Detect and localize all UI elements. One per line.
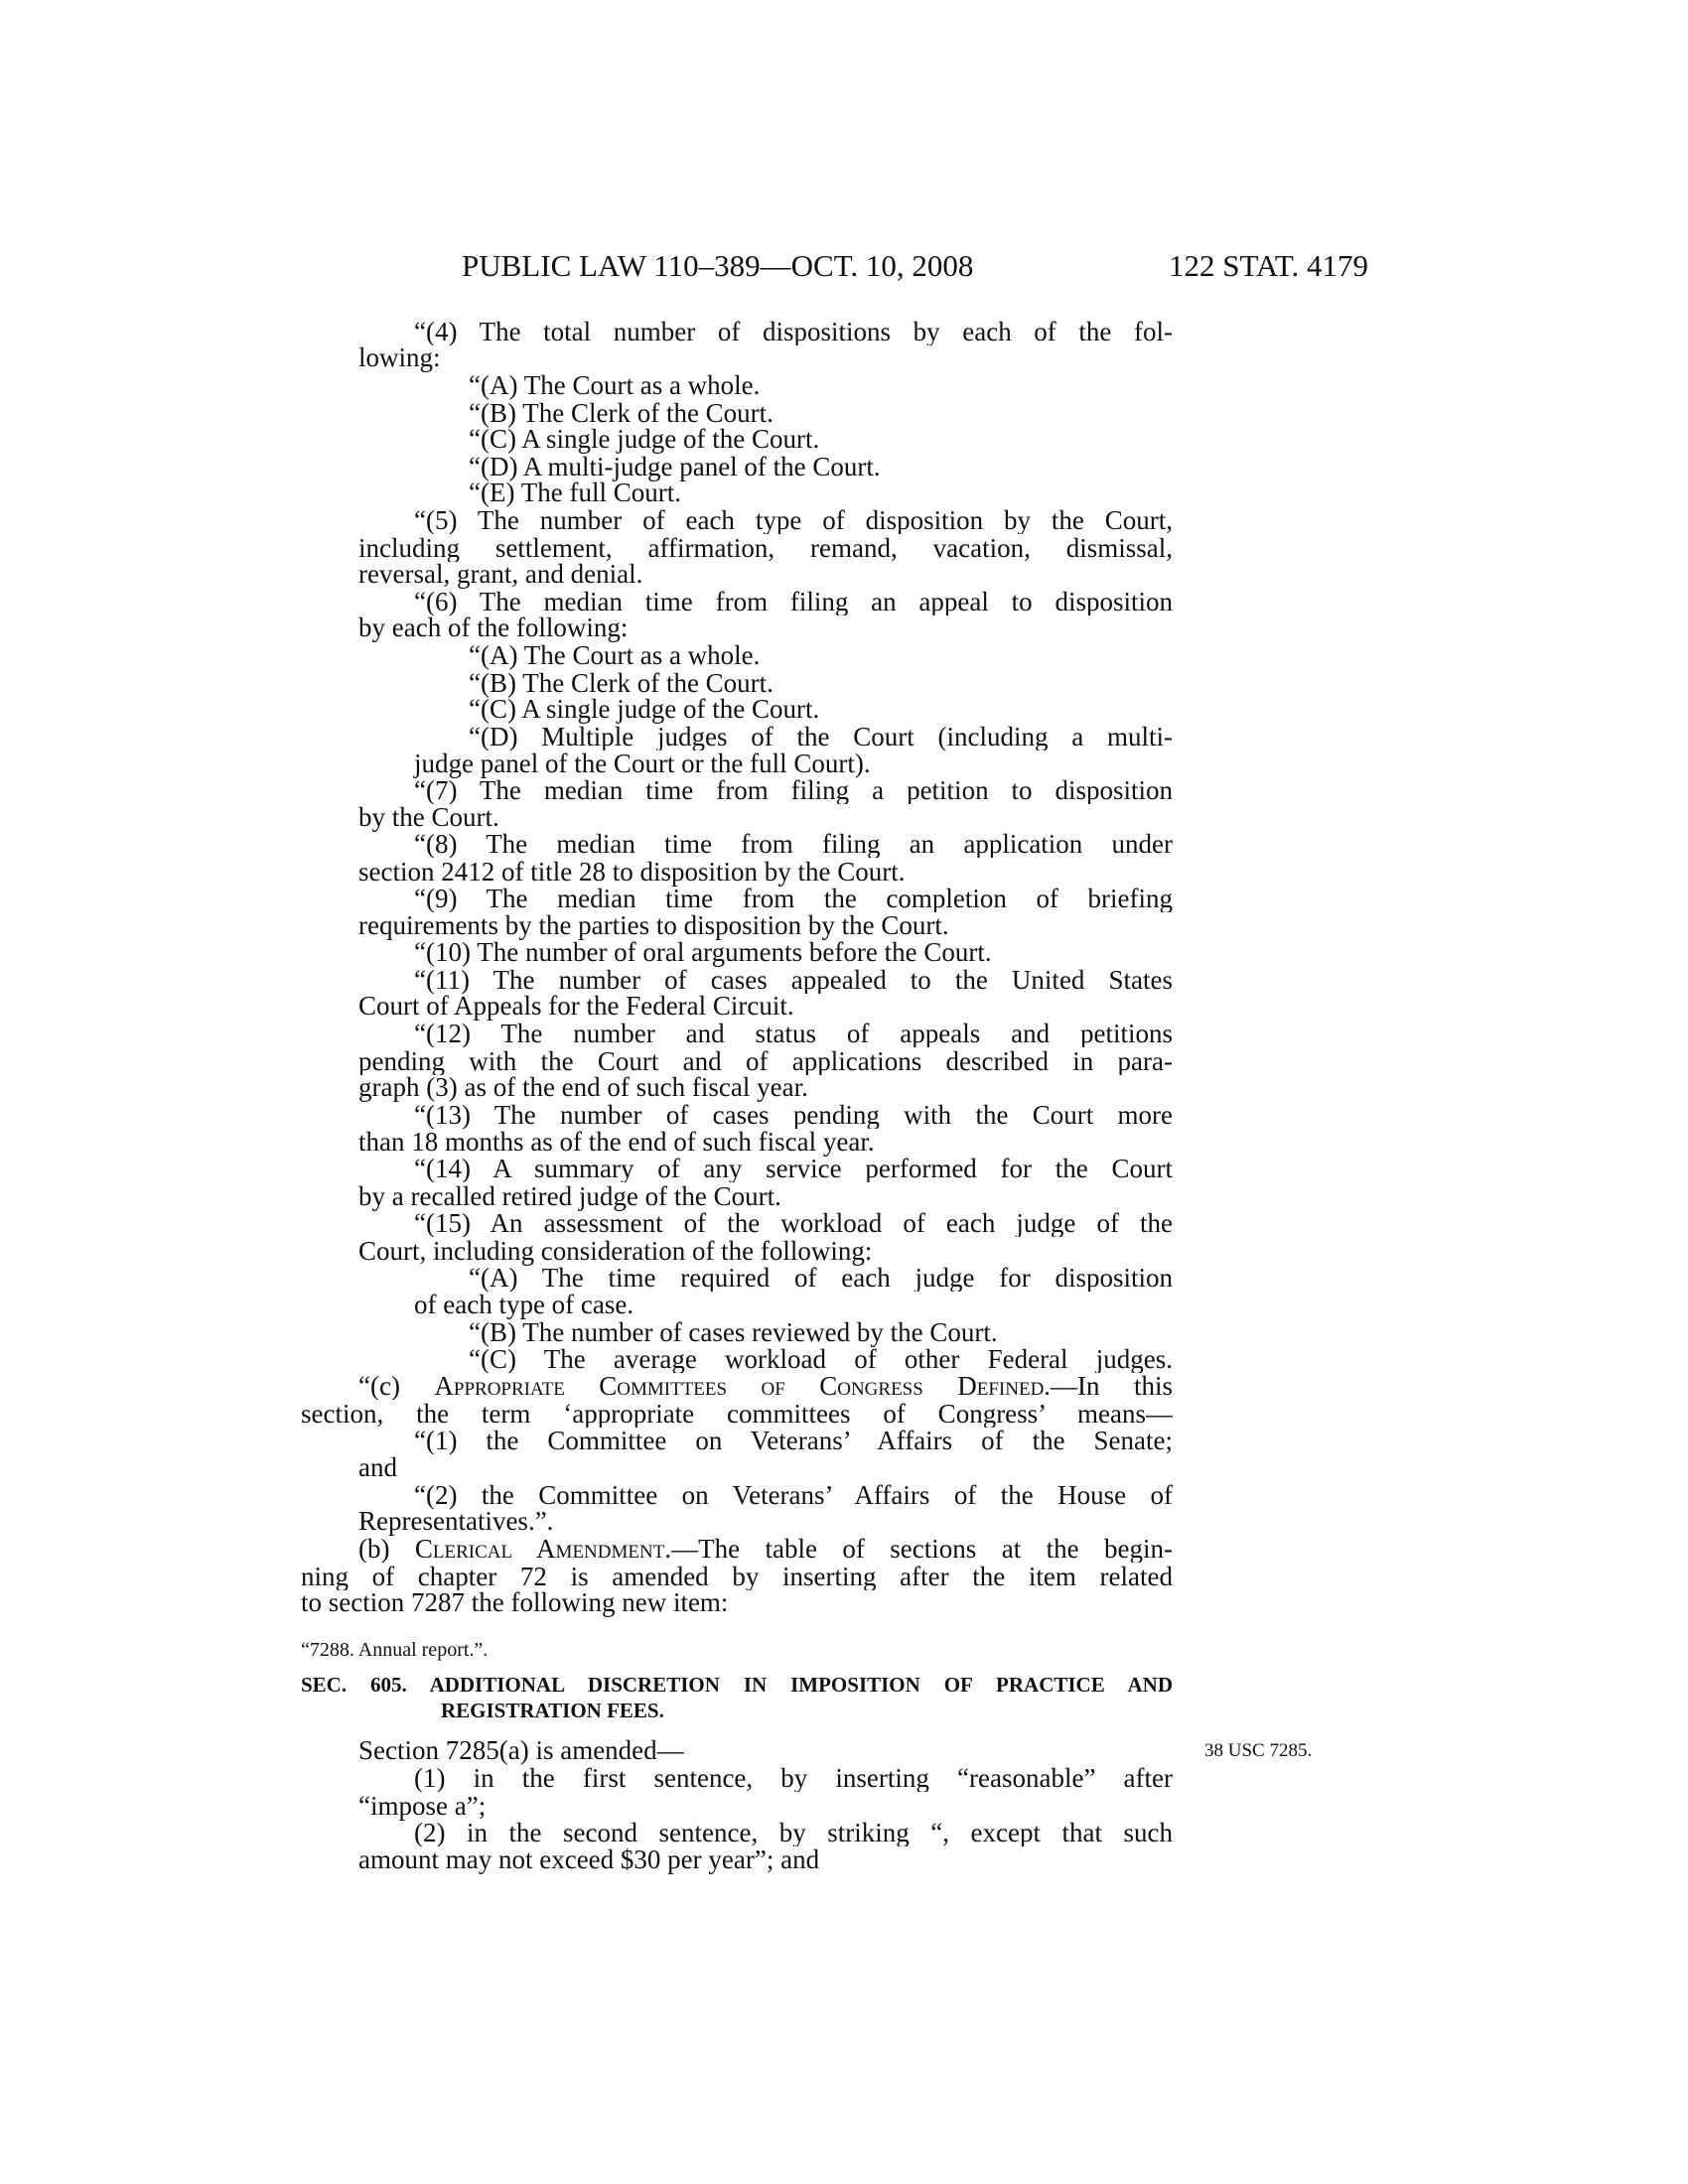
text-line: lowing: bbox=[358, 342, 441, 372]
text-line: “(C) A single judge of the Court. bbox=[469, 424, 820, 454]
text-line: judge panel of the Court or the full Court). bbox=[414, 749, 871, 778]
text-line: by the Court. bbox=[358, 802, 499, 832]
text-line: by a recalled retired judge of the Court. bbox=[358, 1181, 781, 1211]
text-line: section, the term ‘appropriate committees of Congress’ means— bbox=[301, 1400, 1173, 1428]
subsection-b-suffix: .—The table of sections at the begin- bbox=[664, 1535, 1173, 1563]
subsection-b-prefix: (b) bbox=[358, 1535, 415, 1563]
text-line: “(A) The Court as a whole. bbox=[469, 640, 761, 670]
text-line: graph (3) as of the end of such fiscal year. bbox=[358, 1072, 808, 1102]
text-line: Court, including consideration of the following: bbox=[358, 1236, 873, 1266]
text-line: “(A) The time required of each judge for disposition bbox=[469, 1264, 1173, 1292]
text-line: “(1) the Committee on Veterans’ Affairs of the Senate; bbox=[414, 1427, 1173, 1454]
text-line: “(A) The Court as a whole. bbox=[469, 370, 761, 400]
subsection-c-suffix: .—In this bbox=[1044, 1372, 1173, 1400]
text-line: reversal, grant, and denial. bbox=[358, 559, 643, 589]
text-line: “(C) A single judge of the Court. bbox=[469, 694, 820, 724]
text-line: by each of the following: bbox=[358, 613, 629, 642]
subsection-c-prefix: “(c) bbox=[358, 1372, 435, 1400]
page-citation: 122 STAT. 4179 bbox=[1168, 248, 1368, 283]
text-line: and bbox=[358, 1452, 397, 1482]
margin-note-citation: 38 USC 7285. bbox=[1204, 1740, 1313, 1761]
text-line: “(D) Multiple judges of the Court (including a multi- bbox=[469, 723, 1173, 751]
text-line: “(7) The median time from filing a petition to disposition bbox=[414, 776, 1173, 804]
text-line: “(2) the Committee on Veterans’ Affairs of the House of bbox=[414, 1481, 1173, 1509]
text-line: than 18 months as of the end of such fiscal year. bbox=[358, 1127, 875, 1157]
subsection-c-heading: Appropriate Committees of Congress Defined bbox=[434, 1372, 1045, 1400]
text-line: “(B) The number of cases reviewed by the Court. bbox=[469, 1317, 998, 1347]
text-line: Representatives.”. bbox=[358, 1506, 554, 1536]
table-of-sections-item: “7288. Annual report.”. bbox=[301, 1639, 489, 1661]
text-line: (2) in the second sentence, by striking “, except that such bbox=[414, 1819, 1173, 1846]
section-heading: SEC. 605. ADDITIONAL DISCRETION IN IMPOSITION OF PRACTICE AND bbox=[301, 1673, 1173, 1697]
text-line: Court of Appeals for the Federal Circuit. bbox=[358, 991, 794, 1021]
text-line: section 2412 of title 28 to disposition by the Court. bbox=[358, 857, 906, 887]
text-line: “(14) A summary of any service performed for the Court bbox=[414, 1155, 1173, 1182]
subsection-b-heading-line bbox=[358, 1535, 1173, 1563]
text-line: pending with the Court and of applications described in para- bbox=[358, 1047, 1173, 1075]
text-line: “(15) An assessment of the workload of each judge of the bbox=[414, 1209, 1173, 1237]
text-line: “(6) The median time from filing an appeal to disposition bbox=[414, 588, 1173, 615]
text-line: (1) in the first sentence, by inserting “reasonable” after bbox=[414, 1764, 1173, 1792]
text-line: “(10) The number of oral arguments before the Court. bbox=[414, 937, 992, 967]
text-line: “(5) The number of each type of disposition by the Court, bbox=[414, 506, 1173, 534]
subsection-b-heading: Clerical Amendment bbox=[414, 1535, 665, 1563]
subsection-c-heading-line bbox=[358, 1372, 1173, 1400]
text-line: “(B) The Clerk of the Court. bbox=[469, 668, 774, 698]
text-line: amount may not exceed $30 per year”; and bbox=[358, 1844, 820, 1874]
text-line: ning of chapter 72 is amended by inserting after the item related bbox=[301, 1563, 1173, 1590]
text-line: “(4) The total number of dispositions by each of the fol- bbox=[414, 318, 1173, 345]
text-line: “(B) The Clerk of the Court. bbox=[469, 398, 774, 428]
text-line: “(C) The average workload of other Federal judges. bbox=[469, 1345, 1173, 1373]
text-line: to section 7287 the following new item: bbox=[301, 1587, 729, 1617]
text-line: “(11) The number of cases appealed to the United States bbox=[414, 966, 1173, 994]
text-line: of each type of case. bbox=[414, 1290, 634, 1319]
text-line: “impose a”; bbox=[358, 1791, 487, 1821]
text-line: “(9) The median time from the completion of briefing bbox=[414, 885, 1173, 912]
text-line: “(8) The median time from filing an application under bbox=[414, 830, 1173, 858]
text-line: “(12) The number and status of appeals and petitions bbox=[414, 1020, 1173, 1047]
text-line: “(E) The full Court. bbox=[469, 478, 681, 507]
text-line: requirements by the parties to disposition by the Court. bbox=[358, 910, 949, 940]
text-line: including settlement, affirmation, remand, vacation, dismissal, bbox=[358, 534, 1173, 562]
text-line: Section 7285(a) is amended— bbox=[358, 1735, 684, 1765]
section-heading-continued: REGISTRATION FEES. bbox=[441, 1699, 664, 1722]
text-line: “(D) A multi-judge panel of the Court. bbox=[469, 452, 881, 481]
running-header-title: PUBLIC LAW 110–389—OCT. 10, 2008 bbox=[462, 248, 974, 283]
text-line: “(13) The number of cases pending with the Court more bbox=[414, 1101, 1173, 1129]
